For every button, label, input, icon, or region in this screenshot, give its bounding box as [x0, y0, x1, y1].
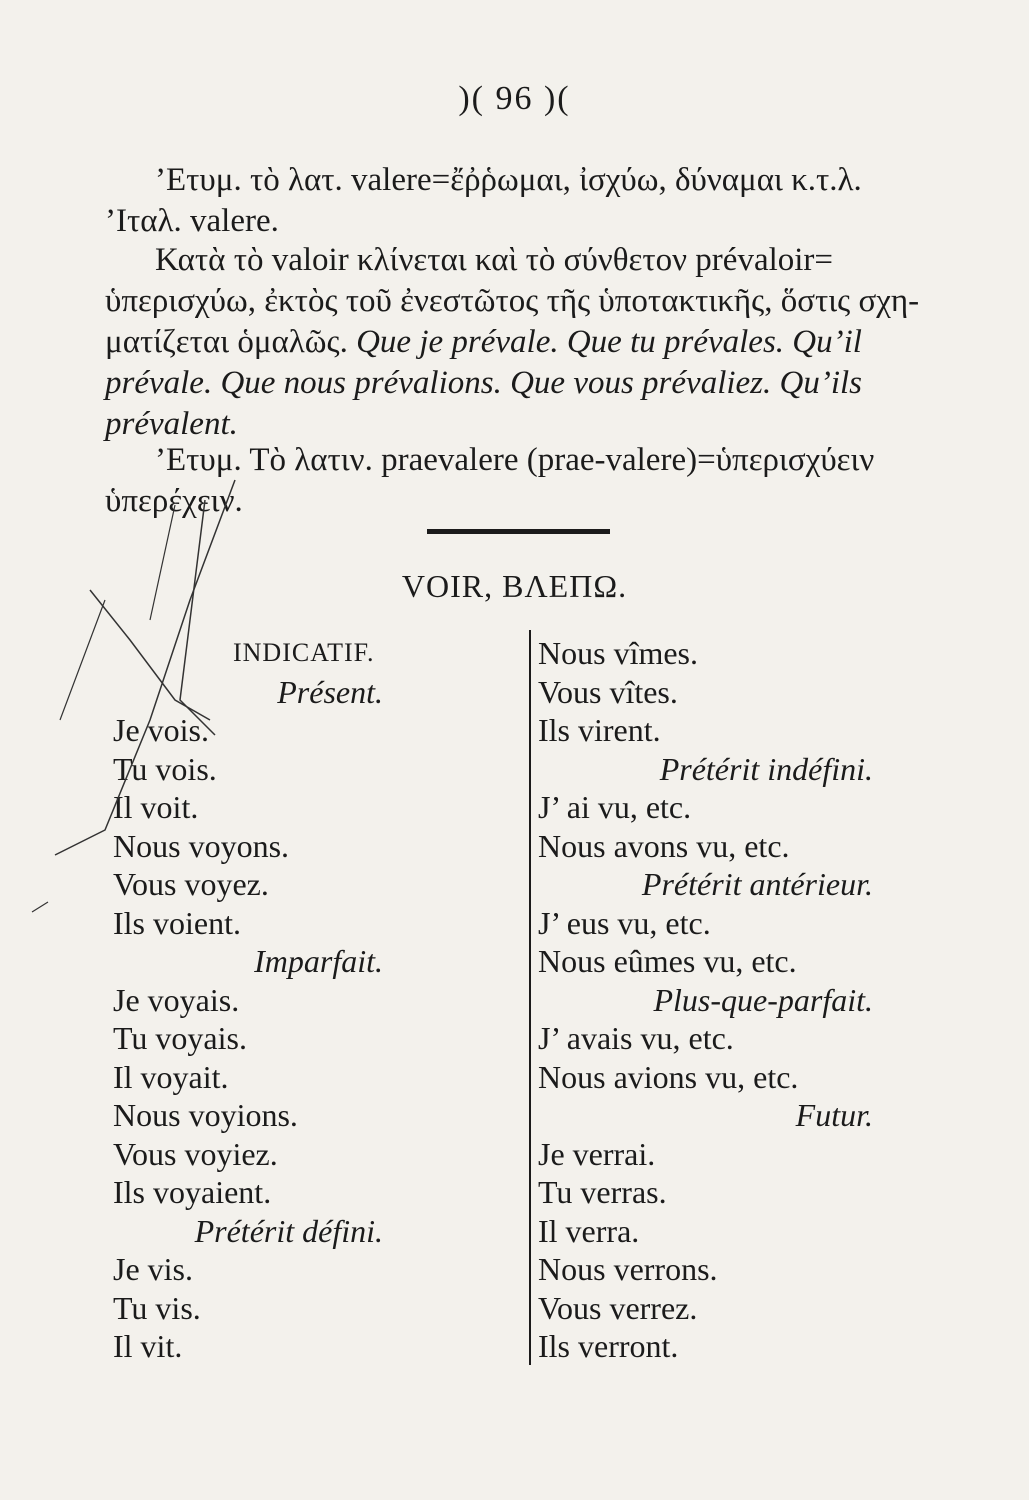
conjugation-form: Nous eûmes vu, etc. — [538, 943, 797, 979]
tense-heading-imparfait: Imparfait. — [254, 943, 383, 979]
conjugation-column-left — [113, 634, 513, 1366]
conjugation-form: Je verrai. — [538, 1135, 656, 1172]
paragraph-line — [105, 322, 965, 363]
conjugation-form: Ils voyaient. — [113, 1174, 272, 1210]
etymology-paragraph-praevalere — [105, 440, 965, 522]
conjugation-form: Vous verrez. — [538, 1289, 698, 1326]
conjugation-form: Vous vîtes. — [538, 673, 678, 710]
etymology-line: ὑπερέχειν. — [105, 483, 243, 519]
conjugation-form: Nous vîmes. — [538, 635, 698, 671]
etymology-line: ’Ετυμ. Τὸ λατιν. praevalere (prae-valere)=ὑπερισχύειν — [155, 442, 875, 478]
conjugation-form: Tu vois. — [113, 750, 217, 787]
verb-heading: VOIR, ΒΛΕΠΩ. — [401, 568, 628, 604]
section-divider-rule — [427, 529, 610, 534]
conjugation-form: Tu vis. — [113, 1289, 201, 1326]
column-divider — [529, 630, 531, 1365]
tense-heading-futur: Futur. — [795, 1097, 873, 1133]
etymology-paragraph-valere — [105, 160, 965, 242]
conjugation-example: prévalent. — [105, 406, 238, 442]
conjugation-form: Nous voyions. — [113, 1097, 298, 1133]
conjugation-form: Nous avions vu, etc. — [538, 1058, 799, 1095]
conjugation-form: J’ ai vu, etc. — [538, 789, 692, 825]
conjugation-form: Il voit. — [113, 789, 199, 825]
conjugation-form: Vous voyez. — [113, 866, 269, 902]
paragraph-line: ὑπερισχύω, ἐκτὸς τοῦ ἐνεστῶτος τῆς ὑποτακτικῆς, ὅστις σχη- — [105, 283, 920, 319]
paragraph-line: Κατὰ τὸ valoir κλίνεται καὶ τὸ σύνθετον prévaloir= — [155, 242, 834, 278]
conjugation-form: Ils voient. — [113, 904, 241, 941]
tense-heading-present: Présent. — [277, 673, 383, 710]
conjugation-column-right — [538, 634, 938, 1366]
conjugation-example: Que je prévale. Que tu prévales. Qu’il — [356, 324, 862, 360]
conjugation-form: Nous avons vu, etc. — [538, 827, 790, 864]
tense-heading-preterit-anterieur: Prétérit antérieur. — [641, 866, 873, 902]
conjugation-form: Nous verrons. — [538, 1251, 718, 1287]
page-number-header: )( 96 )( — [458, 80, 571, 117]
conjugation-form: J’ eus vu, etc. — [538, 904, 711, 941]
paragraph-text: ματίζεται ὁμαλῶς. — [105, 324, 357, 360]
conjugation-form: Je vis. — [113, 1251, 193, 1287]
conjugation-form: Nous voyons. — [113, 827, 290, 864]
conjugation-form: Il vit. — [113, 1328, 183, 1364]
tense-heading-preterit-indefini: Prétérit indéfini. — [659, 750, 873, 787]
conjugation-form: J’ avais vu, etc. — [538, 1020, 734, 1056]
tense-heading-plus-que-parfait: Plus-que-parfait. — [653, 981, 873, 1018]
conjugation-form: Ils virent. — [538, 712, 661, 748]
conjugation-example: prévale. Que nous prévalions. Que vous prévaliez. Qu’ils — [105, 365, 863, 401]
prevaloir-paragraph — [105, 240, 965, 445]
conjugation-form: Vous voyiez. — [113, 1135, 278, 1172]
etymology-line: ’Ιταλ. valere. — [105, 203, 279, 239]
conjugation-form: Je vois. — [113, 712, 209, 748]
conjugation-form: Ils verront. — [538, 1328, 679, 1364]
conjugation-form: Tu voyais. — [113, 1020, 247, 1056]
conjugation-form: Tu verras. — [538, 1174, 667, 1210]
conjugation-form: Il verra. — [538, 1212, 640, 1249]
tense-heading-preterit-defini: Prétérit défini. — [194, 1212, 383, 1249]
conjugation-form: Il voyait. — [113, 1058, 229, 1095]
conjugation-form: Je voyais. — [113, 981, 240, 1018]
etymology-line: ’Ετυμ. τὸ λατ. valere=ἔῤῥωμαι, ἰσχύω, δύναμαι κ.τ.λ. — [155, 162, 862, 198]
mood-heading: INDICATIF. — [233, 638, 375, 667]
